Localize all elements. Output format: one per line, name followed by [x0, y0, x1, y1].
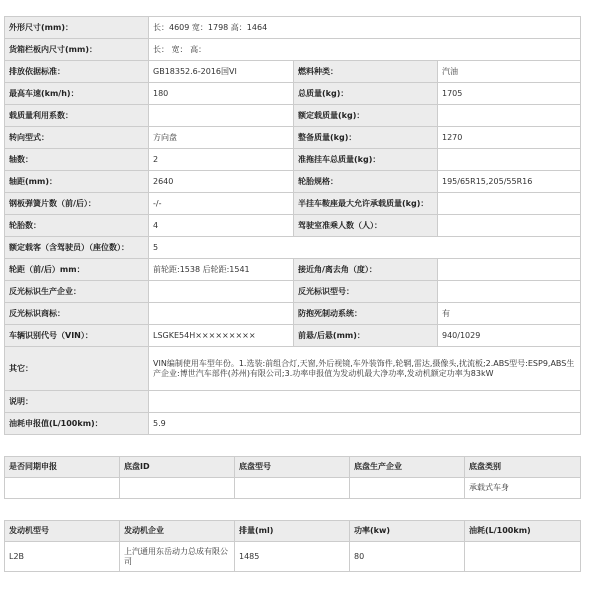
param-label: 额定载质量(kg)：	[294, 105, 438, 127]
param-value	[149, 281, 294, 303]
param-value: 5	[149, 237, 581, 259]
chassis-cell	[5, 478, 120, 499]
chassis-header-cell: 底盘型号	[235, 457, 350, 478]
chassis-row	[5, 478, 581, 499]
chassis-header-cell: 底盘ID	[120, 457, 235, 478]
param-value: 940/1029	[438, 325, 581, 347]
param-row	[5, 193, 581, 215]
param-label: 整备质量(kg)：	[294, 127, 438, 149]
chassis-cell: 承载式车身	[465, 478, 581, 499]
other-value: VIN编制使用车型年份。1.选装:前组合灯,天窗,外后视镜,车外装饰件,轮辋,雷达,摄像头,扰流板;2.ABS型号:ESP9,ABS生产企业:博世汽车部件(苏州)有限公司;3.功率申报值为发动机最大净功率,发动机额定功率为83kW	[149, 347, 581, 391]
engine-table	[4, 520, 581, 572]
param-label: 轮胎数：	[5, 215, 149, 237]
param-label: 总质量(kg)：	[294, 83, 438, 105]
param-row	[5, 39, 581, 61]
chassis-header-cell: 底盘类别	[465, 457, 581, 478]
param-label: 载质量利用系数：	[5, 105, 149, 127]
param-row	[5, 281, 581, 303]
engine-header-cell: 发动机型号	[5, 521, 120, 542]
param-label: 防抱死制动系统：	[294, 303, 438, 325]
param-row	[5, 149, 581, 171]
param-value	[438, 215, 581, 237]
param-value: 180	[149, 83, 294, 105]
param-value: -/-	[149, 193, 294, 215]
engine-header-cell: 油耗(L/100km)	[465, 521, 581, 542]
param-row	[5, 17, 581, 39]
param-value: 195/65R15,205/55R16	[438, 171, 581, 193]
param-label: 外形尺寸(mm)：	[5, 17, 149, 39]
param-value	[438, 259, 581, 281]
param-label: 驾驶室准乘人数（人）：	[294, 215, 438, 237]
param-row	[5, 127, 581, 149]
param-row	[5, 303, 581, 325]
param-label: 轴距(mm)：	[5, 171, 149, 193]
param-label: 反光标识型号：	[294, 281, 438, 303]
fuel-row	[5, 413, 581, 435]
param-value: 2	[149, 149, 294, 171]
param-label: 半挂车鞍座最大允许承载质量(kg)：	[294, 193, 438, 215]
param-label: 排放依据标准：	[5, 61, 149, 83]
param-label: 最高车速(km/h)：	[5, 83, 149, 105]
param-label: 轮距（前/后）mm：	[5, 259, 149, 281]
other-label: 其它：	[5, 347, 149, 391]
engine-header-cell: 发动机企业	[120, 521, 235, 542]
engine-header-row	[5, 521, 581, 542]
chassis-header-cell: 是否同期申报	[5, 457, 120, 478]
param-row	[5, 61, 581, 83]
param-row	[5, 215, 581, 237]
chassis-table	[4, 456, 581, 499]
params-table	[4, 16, 581, 435]
param-label: 额定载客（含驾驶员）（座位数）：	[5, 237, 149, 259]
chassis-header-cell: 底盘生产企业	[350, 457, 465, 478]
other-row	[5, 347, 581, 391]
param-row	[5, 171, 581, 193]
param-label: 转向型式：	[5, 127, 149, 149]
param-label: 接近角/离去角（度）：	[294, 259, 438, 281]
vehicle-spec-sheet	[4, 16, 580, 572]
engine-row	[5, 542, 581, 572]
engine-cell: 1485	[235, 542, 350, 572]
chassis-header-row	[5, 457, 581, 478]
chassis-cell	[350, 478, 465, 499]
param-label: 前悬/后悬(mm)：	[294, 325, 438, 347]
param-row	[5, 259, 581, 281]
engine-cell: 上汽通用东岳动力总成有限公司	[120, 542, 235, 572]
param-row	[5, 237, 581, 259]
param-value: 2640	[149, 171, 294, 193]
note-value	[149, 391, 581, 413]
engine-header-cell: 功率(kw)	[350, 521, 465, 542]
param-label: 准拖挂车总质量(kg)：	[294, 149, 438, 171]
note-row	[5, 391, 581, 413]
param-value: 前轮距:1538 后轮距:1541	[149, 259, 294, 281]
param-value: 方向盘	[149, 127, 294, 149]
chassis-cell	[235, 478, 350, 499]
param-row	[5, 105, 581, 127]
param-value: 汽油	[438, 61, 581, 83]
engine-header-cell: 排量(ml)	[235, 521, 350, 542]
chassis-cell	[120, 478, 235, 499]
param-value: 长：4609 宽：1798 高：1464	[149, 17, 581, 39]
param-label: 轴数：	[5, 149, 149, 171]
param-value: GB18352.6-2016国VI	[149, 61, 294, 83]
engine-cell	[465, 542, 581, 572]
engine-cell: L2B	[5, 542, 120, 572]
param-value: 有	[438, 303, 581, 325]
engine-cell: 80	[350, 542, 465, 572]
param-value	[149, 303, 294, 325]
fuel-label: 油耗申报值(L/100km)：	[5, 413, 149, 435]
param-row	[5, 83, 581, 105]
param-label: 钢板弹簧片数（前/后）：	[5, 193, 149, 215]
param-value: 长： 宽： 高：	[149, 39, 581, 61]
param-value	[438, 105, 581, 127]
param-value: 1270	[438, 127, 581, 149]
param-value: LSGKE54H×××××××××	[149, 325, 294, 347]
param-label: 货箱栏板内尺寸(mm)：	[5, 39, 149, 61]
param-label: 车辆识别代号（VIN）：	[5, 325, 149, 347]
note-label: 说明：	[5, 391, 149, 413]
param-value: 4	[149, 215, 294, 237]
fuel-value: 5.9	[149, 413, 581, 435]
param-value	[438, 193, 581, 215]
param-value: 1705	[438, 83, 581, 105]
param-row	[5, 325, 581, 347]
param-label: 反光标识生产企业：	[5, 281, 149, 303]
param-label: 轮胎规格：	[294, 171, 438, 193]
param-label: 燃料种类：	[294, 61, 438, 83]
param-value	[438, 149, 581, 171]
param-value	[438, 281, 581, 303]
param-label: 反光标识商标：	[5, 303, 149, 325]
param-value	[149, 105, 294, 127]
